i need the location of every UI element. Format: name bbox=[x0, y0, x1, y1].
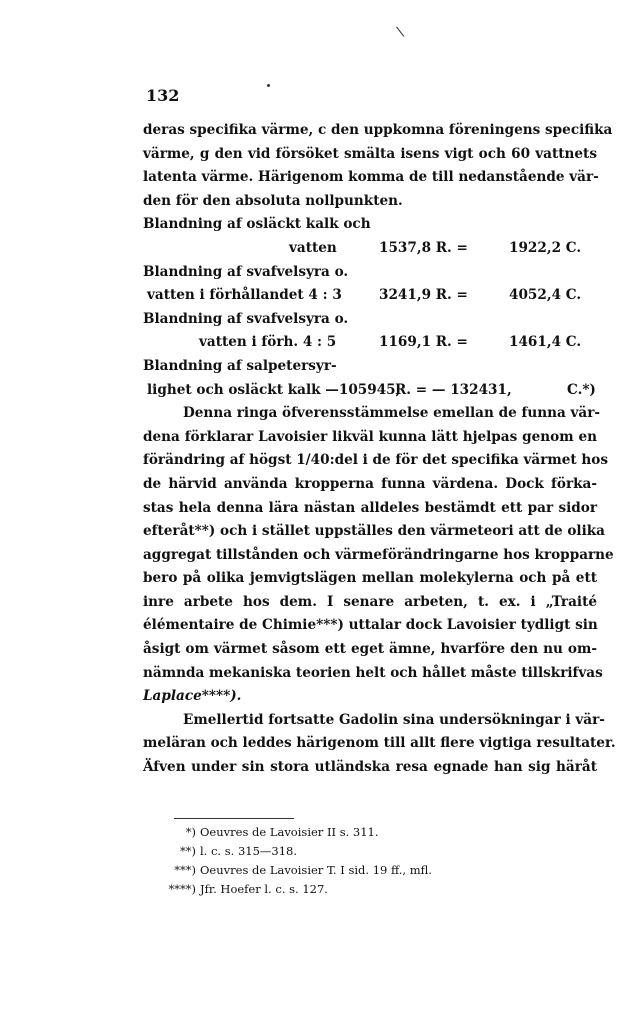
footnotes bbox=[150, 823, 570, 899]
page-number: 132 bbox=[146, 86, 180, 105]
table-value-reaumur: 1537,8 R. = bbox=[379, 239, 468, 256]
table-value-reaumur: 3241,9 R. = bbox=[379, 287, 468, 304]
table-row bbox=[143, 379, 597, 403]
text-line: deras specifika värme, c den uppkomna föreningens specifika bbox=[143, 122, 613, 138]
footnote-rule bbox=[174, 818, 294, 819]
table-value-celsius: C.*) bbox=[567, 381, 596, 398]
footnote bbox=[150, 842, 570, 861]
footnote-text: Oeuvres de Lavoisier T. I sid. 19 ff., mfl. bbox=[200, 863, 432, 877]
text-line: nämnda mekaniska teorien helt och hållet måste tillskrifvas bbox=[143, 664, 603, 681]
text-line: Denna ringa öfverensstämmelse emellan de funna vär- bbox=[183, 405, 601, 422]
footnote bbox=[150, 861, 570, 880]
text-line: élémentaire de Chimie***) uttalar dock Lavoisier tydligt sin bbox=[143, 617, 598, 634]
table-row-label bbox=[143, 213, 597, 237]
text-line: latenta värme. Härigenom komma de till nedanstående vär- bbox=[143, 169, 599, 186]
text-line: Emellertid fortsatte Gadolin sina undersökningar i vär- bbox=[183, 711, 605, 728]
footnote-marker: **) bbox=[180, 844, 196, 858]
table-value-reaumur: 1169,1 R. = bbox=[379, 334, 468, 351]
text-line: åsigt om värmet såsom ett eget ämne, hvarföre den nu om- bbox=[143, 641, 597, 658]
text-line: inre arbete hos dem. I senare arbeten, t. ex. i „Traité bbox=[143, 593, 597, 610]
table-row bbox=[143, 331, 597, 355]
text-line: meläran och leddes härigenom till allt flere vigtiga resultater. bbox=[143, 735, 616, 752]
table-label: vatten bbox=[289, 239, 337, 256]
footnote-marker: *) bbox=[185, 825, 196, 839]
table-label: Blandning af svafvelsyra o. bbox=[143, 310, 349, 327]
table-row-label bbox=[143, 355, 597, 379]
table-label: Blandning af salpetersyr- bbox=[143, 357, 337, 374]
table-value-celsius: 1922,2 C. bbox=[509, 239, 582, 256]
text-line: stas hela denna lära nästan alldeles bestämdt ett par sidor bbox=[143, 499, 597, 516]
body-text bbox=[143, 119, 616, 780]
table-row-label bbox=[143, 308, 597, 332]
footnote bbox=[150, 880, 570, 899]
table-label: vatten i förhållandet 4 : 3 bbox=[147, 287, 342, 304]
top-mark: \ bbox=[395, 23, 406, 41]
footnote-text: Jfr. Hoefer l. c. s. 127. bbox=[200, 882, 328, 896]
table-label: lighet och osläckt kalk —105945, bbox=[147, 381, 401, 398]
table-label: Blandning af svafvelsyra o. bbox=[143, 263, 349, 280]
table-row bbox=[143, 237, 597, 261]
text-line: de härvid använda kropperna funna värdena. Dock förka- bbox=[143, 475, 597, 492]
table-value-celsius: 4052,4 C. bbox=[509, 287, 582, 304]
footnote-marker: ****) bbox=[168, 882, 196, 896]
ink-dot bbox=[267, 84, 270, 87]
text-line: bero på olika jemvigtslägen mellan molekylerna och på ett bbox=[143, 570, 597, 587]
footnote-marker: ***) bbox=[174, 863, 196, 877]
text-line: värme, g den vid försöket smälta isens vigt och 60 vattnets bbox=[143, 145, 597, 162]
text-line: Laplace****). bbox=[143, 688, 242, 705]
footnote bbox=[150, 823, 570, 842]
table-row bbox=[143, 284, 597, 308]
table-value-reaumur: R. = — 132431, bbox=[395, 381, 512, 398]
text-line: den för den absoluta nollpunkten. bbox=[143, 192, 403, 209]
text-line: Äfven under sin stora utländska resa egnade han sig häråt bbox=[143, 759, 597, 776]
text-line: förändring af högst 1/40:del i de för det specifika värmet hos bbox=[143, 452, 609, 469]
footnote-text: l. c. s. 315—318. bbox=[200, 844, 298, 858]
text-line: efteråt**) och i stället uppställes den värmeteori att de olika bbox=[143, 523, 605, 540]
text-line: dena förklarar Lavoisier likväl kunna lätt hjelpas genom en bbox=[143, 428, 597, 445]
footnote-text: Oeuvres de Lavoisier II s. 311. bbox=[200, 825, 379, 839]
text-line: aggregat tillstånden och värmeförändringarne hos kropparne bbox=[143, 546, 614, 563]
table-label: vatten i förh. 4 : 5 bbox=[199, 334, 337, 351]
table-label: Blandning af osläckt kalk och bbox=[143, 216, 371, 233]
table-value-celsius: 1461,4 C. bbox=[509, 334, 582, 351]
table-row-label bbox=[143, 261, 597, 285]
